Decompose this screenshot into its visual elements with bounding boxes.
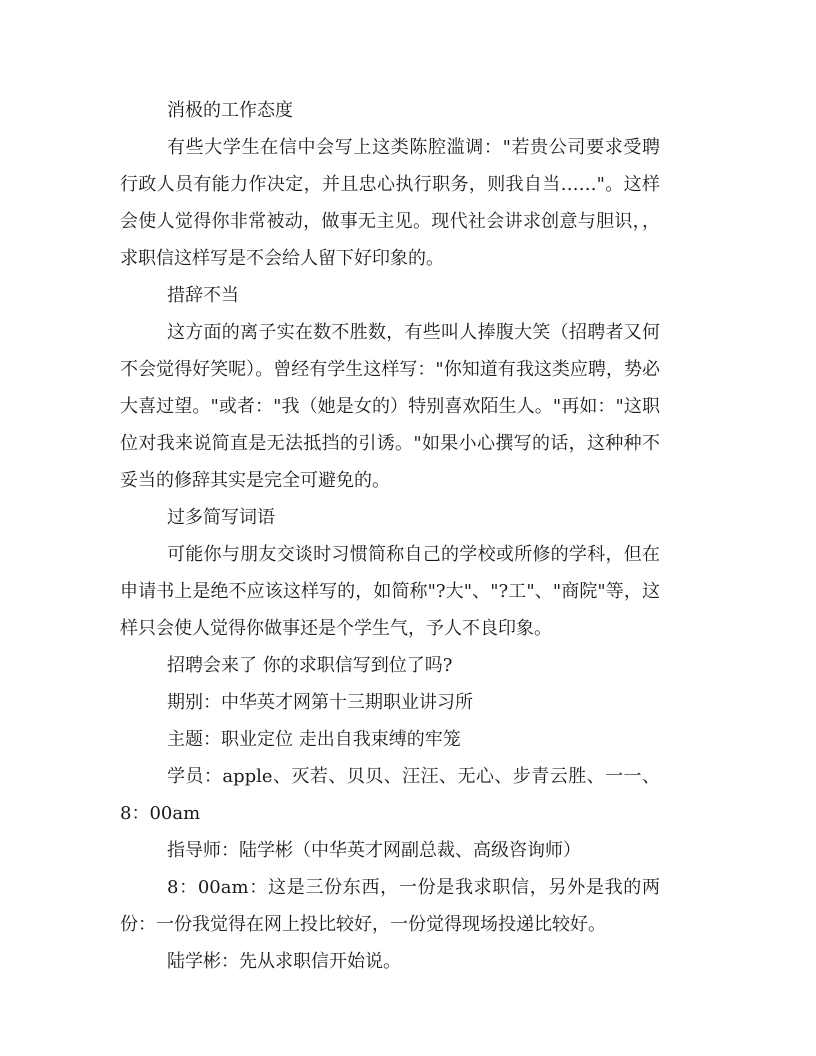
dialogue-paragraph: 8：00am：这是三份东西，一份是我求职信，另外是我的两份：一份我觉得在网上投比较好，一份觉得现场投递比较好。 — [120, 877, 660, 935]
section-heading: 消极的工作态度 — [167, 100, 293, 121]
instructor-line: 指导师：陆学彬（中华英才网副总裁、高级咨询师） — [167, 840, 581, 861]
section-heading: 措辞不当 — [167, 285, 239, 306]
article-title: 招聘会来了 你的求职信写到位了吗? — [167, 655, 453, 676]
body-paragraph: 有些大学生在信中会写上这类陈腔滥调："若贵公司要求受聘行政人员有能力作决定，并且忠心执行职务，则我自当……"。这样会使人觉得你非常被动，做事无主见。现代社会讲求创意与胆识，，求职信这样写是不会给人留下好印象的。 — [120, 137, 660, 269]
topic-line: 主题：职业定位 走出自我束缚的牢笼 — [167, 729, 461, 750]
section-heading: 过多简写词语 — [167, 507, 275, 528]
document-body — [120, 92, 660, 980]
body-paragraph: 可能你与朋友交谈时习惯简称自己的学校或所修的学科，但在申请书上是绝不应该这样写的，如简称"?大"、"?工"、"商院"等，这样只会使人觉得你做事还是个学生气，予人不良印象。 — [120, 544, 660, 639]
session-line: 期别：中华英才网第十三期职业讲习所 — [167, 692, 473, 713]
body-paragraph: 这方面的离子实在数不胜数，有些叫人捧腹大笑（招聘者又何不会觉得好笑呢）。曾经有学生这样写："你知道有我这类应聘，势必大喜过望。"或者："我（她是女的）特别喜欢陌生人。"再如："这职位对我来说简直是无法抵挡的引诱。"如果小心撰写的话，这种种不妥当的修辞其实是完全可避免的。 — [120, 322, 660, 491]
students-line: 学员：apple、灭若、贝贝、汪汪、无心、步青云胜、一一、8：00am — [120, 766, 660, 824]
dialogue-paragraph: 陆学彬：先从求职信开始说。 — [167, 951, 401, 972]
